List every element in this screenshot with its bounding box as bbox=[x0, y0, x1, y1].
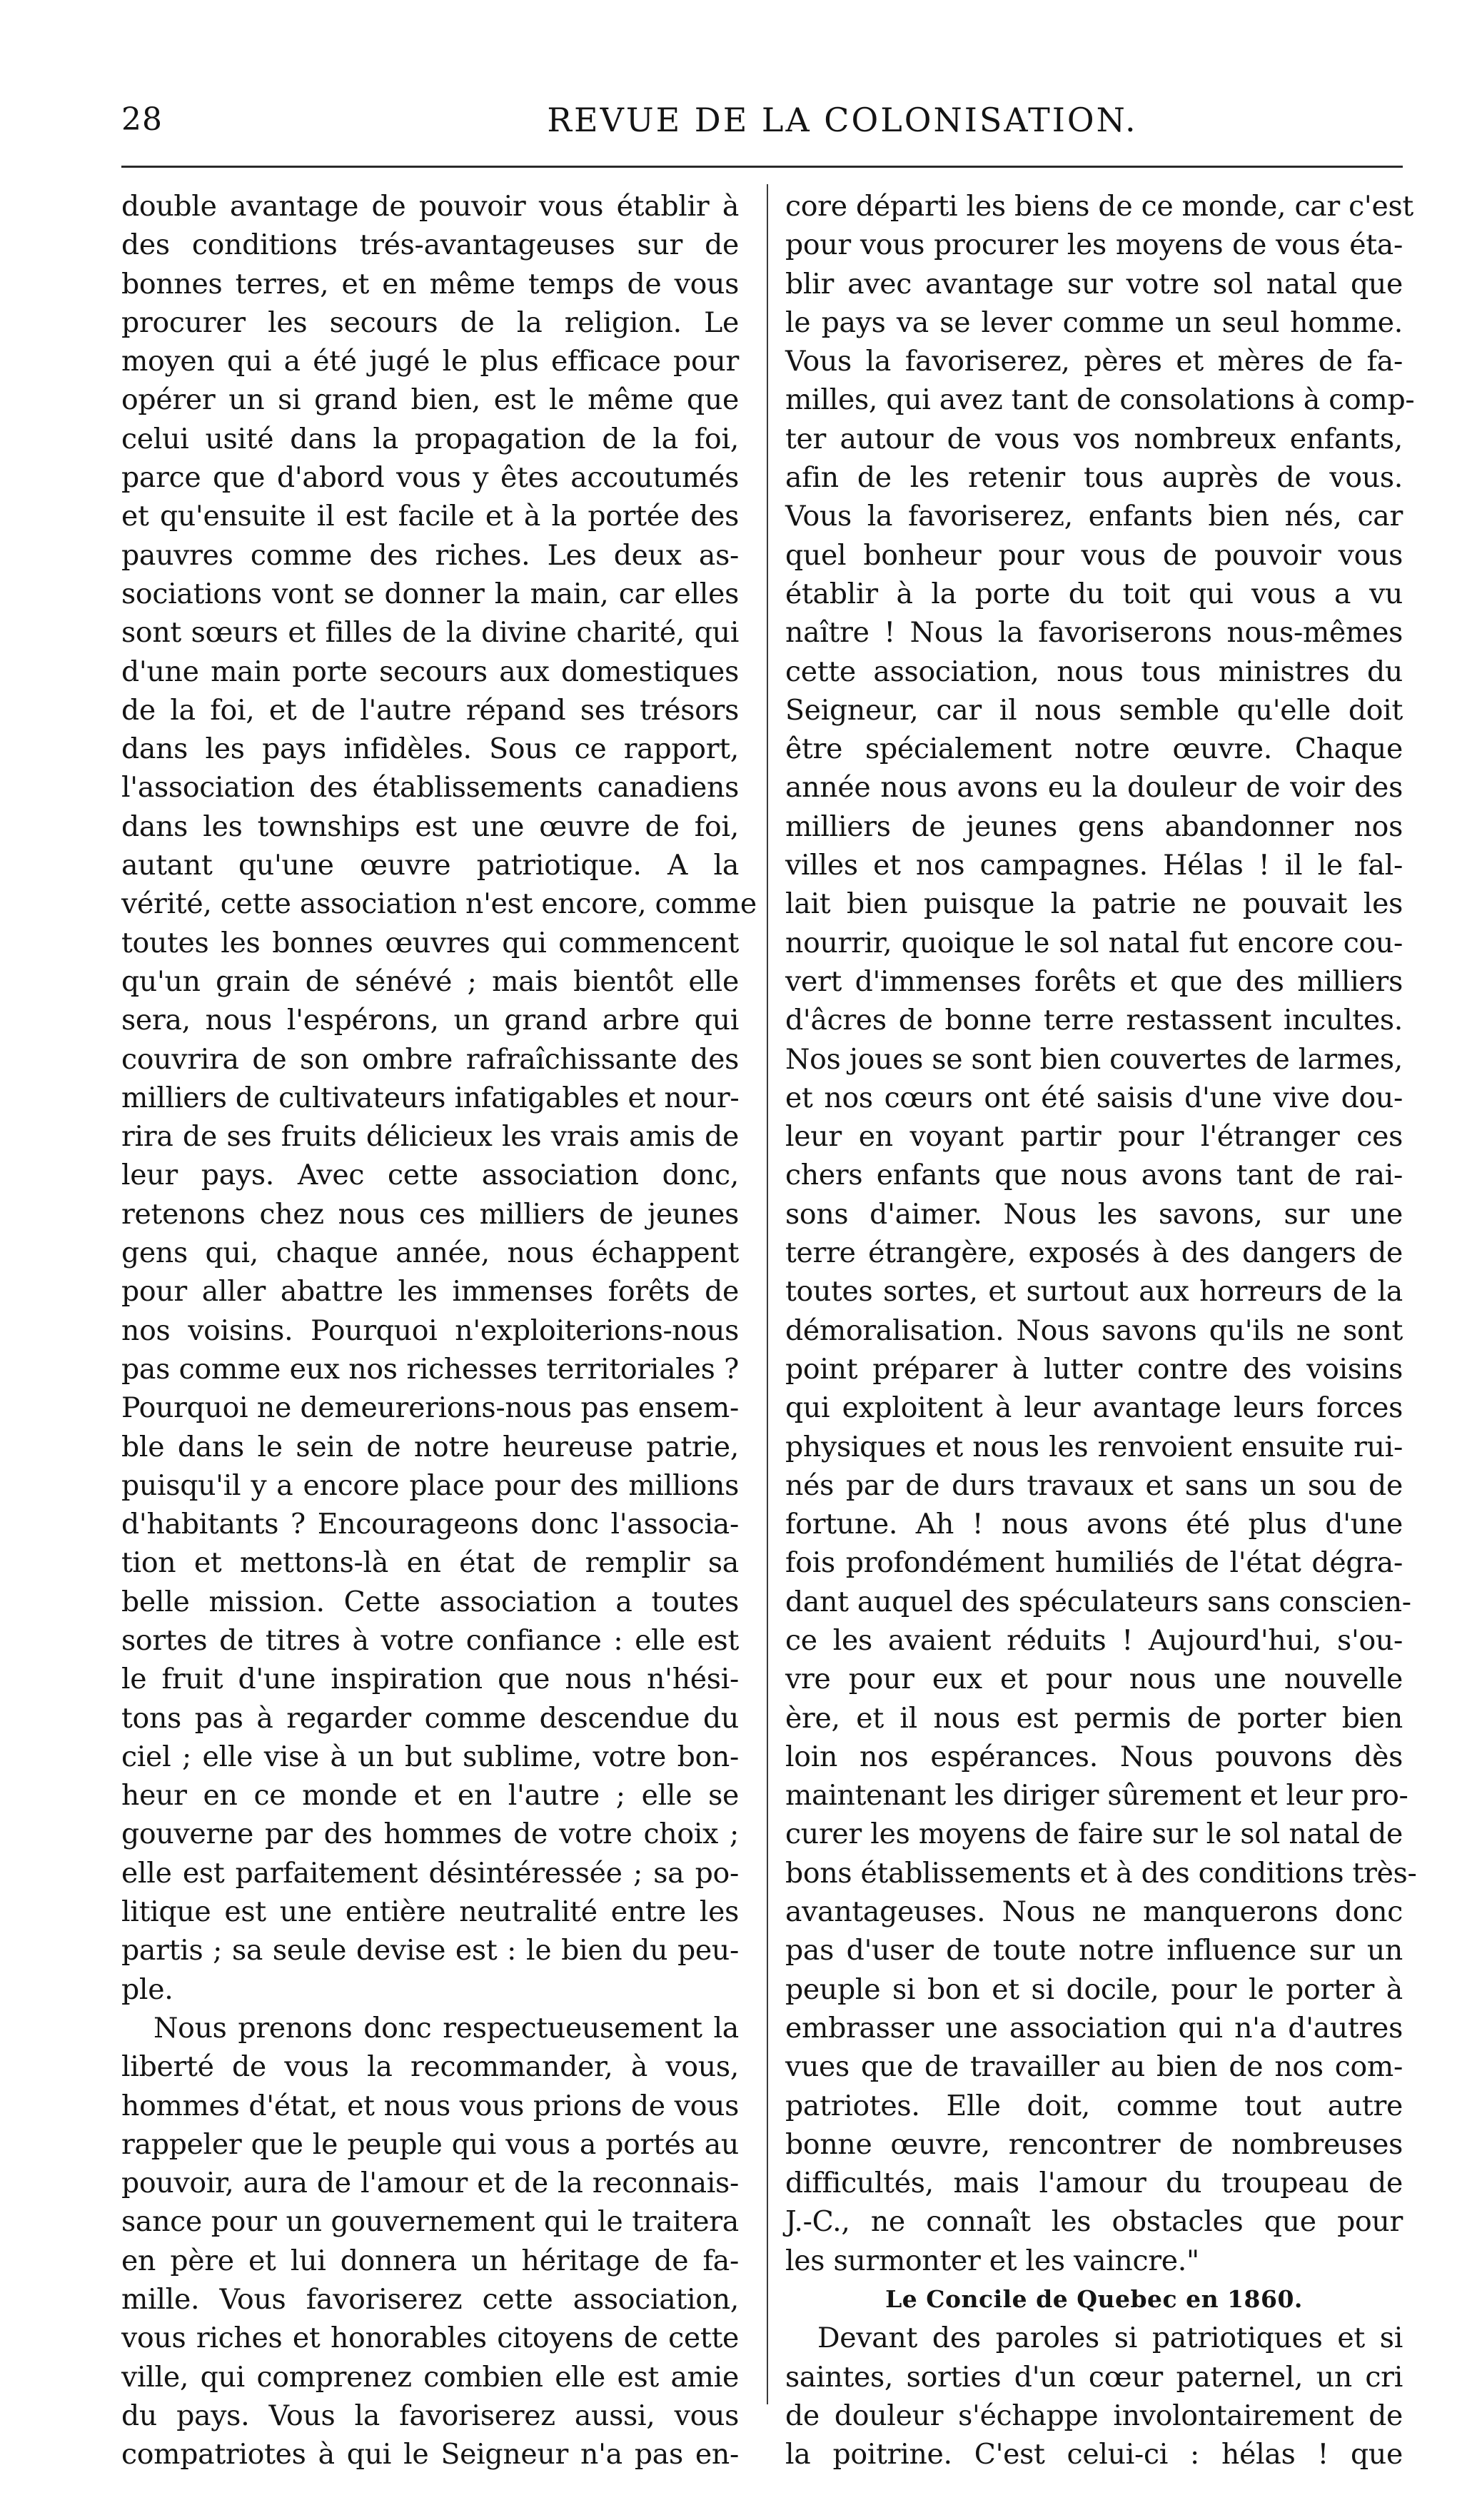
text-line: et nos cœurs ont été saisis d'une vive dou- bbox=[785, 1081, 1403, 1114]
text-line: ère, et il nous est permis de porter bien bbox=[785, 1701, 1403, 1735]
text-line: Nous prenons donc respectueusement la bbox=[153, 2011, 739, 2045]
left-text-column bbox=[121, 187, 757, 2474]
text-line: gouverne par des hommes de votre choix ; bbox=[121, 1818, 739, 1851]
text-line: pas comme eux nos richesses territoriales ? bbox=[121, 1352, 739, 1386]
text-line: démoralisation. Nous savons qu'ils ne sont bbox=[785, 1314, 1403, 1347]
text-line: parce que d'abord vous y êtes accoutumés bbox=[121, 461, 739, 495]
running-head: REVUE DE LA COLONISATION. bbox=[547, 101, 1138, 139]
text-line: villes et nos campagnes. Hélas ! il le fal- bbox=[785, 849, 1403, 882]
text-line: des conditions trés-avantageuses sur de bbox=[121, 228, 739, 262]
text-line: maintenant les diriger sûrement et leur pro- bbox=[785, 1779, 1408, 1813]
text-line: nourrir, quoique le sol natal fut encore cou- bbox=[785, 926, 1403, 959]
text-line: lait bien puisque la patrie ne pouvait les bbox=[785, 887, 1403, 921]
text-line: Devant des paroles si patriotiques et si bbox=[817, 2322, 1403, 2355]
text-line: milliers de jeunes gens abandonner nos bbox=[785, 810, 1403, 843]
text-line: dant auquel des spéculateurs sans conscien- bbox=[785, 1585, 1411, 1618]
text-line: tons pas à regarder comme descendue du bbox=[121, 1701, 739, 1735]
text-line: peuple si bon et si docile, pour le porter à bbox=[785, 1972, 1403, 2006]
text-line: ple. bbox=[121, 1972, 173, 2006]
text-line: core départi les biens de ce monde, car c'est bbox=[785, 190, 1413, 223]
text-line: puisqu'il y a encore place pour des millions bbox=[121, 1468, 739, 1502]
text-line: physiques et nous les renvoient ensuite rui- bbox=[785, 1430, 1403, 1463]
text-line: liberté de vous la recommander, à vous, bbox=[121, 2050, 739, 2084]
text-line: curer les moyens de faire sur le sol natal de bbox=[785, 1818, 1403, 1851]
text-line: ter autour de vous vos nombreux enfants, bbox=[785, 422, 1403, 455]
right-text-column bbox=[785, 187, 1417, 2474]
text-line: qu'un grain de sénévé ; mais bientôt elle bbox=[121, 964, 739, 998]
text-line: tion et mettons-là en état de remplir sa bbox=[121, 1546, 739, 1580]
text-line: ville, qui comprenez combien elle est amie bbox=[121, 2360, 739, 2394]
text-line: être spécialement notre œuvre. Chaque bbox=[785, 732, 1403, 766]
text-line: vérité, cette association n'est encore, comme bbox=[121, 887, 757, 921]
text-line: pour vous procurer les moyens de vous éta- bbox=[785, 228, 1403, 262]
text-line: dans les townships est une œuvre de foi, bbox=[121, 810, 739, 843]
text-line: fois profondément humiliés de l'état dégra- bbox=[785, 1546, 1403, 1580]
text-line: vre pour eux et pour nous une nouvelle bbox=[785, 1663, 1403, 1696]
text-line: pauvres comme des riches. Les deux as- bbox=[121, 538, 739, 572]
text-line: bons établissements et à des conditions très- bbox=[785, 1856, 1417, 1890]
text-line: rappeler que le peuple qui vous a portés au bbox=[121, 2127, 739, 2161]
text-line: année nous avons eu la douleur de voir des bbox=[785, 771, 1403, 805]
text-line: afin de les retenir tous auprès de vous. bbox=[785, 461, 1403, 495]
text-line: bonne œuvre, rencontrer de nombreuses bbox=[785, 2127, 1403, 2161]
text-line: vous riches et honorables citoyens de cette bbox=[121, 2322, 739, 2355]
text-line: milles, qui avez tant de consolations à comp- bbox=[785, 383, 1415, 417]
text-line: pouvoir, aura de l'amour et de la reconnais- bbox=[121, 2167, 739, 2200]
text-line: ciel ; elle vise à un but sublime, votre bon- bbox=[121, 1740, 739, 1773]
text-line: double avantage de pouvoir vous établir à bbox=[121, 190, 739, 223]
text-line: toutes sortes, et surtout aux horreurs de la bbox=[785, 1275, 1403, 1309]
text-line: la poitrine. C'est celui-ci : hélas ! que bbox=[785, 2438, 1403, 2471]
text-line: de douleur s'échappe involontairement de bbox=[785, 2399, 1403, 2432]
text-line: d'habitants ? Encourageons donc l'associa- bbox=[121, 1508, 739, 1541]
text-line: avantageuses. Nous ne manquerons donc bbox=[785, 1895, 1403, 1929]
text-line: retenons chez nous ces milliers de jeunes bbox=[121, 1197, 739, 1231]
text-line: autant qu'une œuvre patriotique. A la bbox=[121, 849, 739, 882]
text-line: patriotes. Elle doit, comme tout autre bbox=[785, 2089, 1403, 2122]
text-line: nés par de durs travaux et sans un sou de bbox=[785, 1468, 1403, 1502]
text-line: vert d'immenses forêts et que des milliers bbox=[785, 964, 1403, 998]
text-line: gens qui, chaque année, nous échappent bbox=[121, 1236, 739, 1270]
text-line: leur pays. Avec cette association donc, bbox=[121, 1159, 739, 1192]
text-line: l'association des établissements canadiens bbox=[121, 771, 739, 805]
text-line: point préparer à lutter contre des voisins bbox=[785, 1352, 1403, 1386]
text-line: sance pour un gouvernement qui le traitera bbox=[121, 2205, 739, 2239]
text-line: dans les pays infidèles. Sous ce rapport, bbox=[121, 732, 739, 766]
text-line: milliers de cultivateurs infatigables et nour- bbox=[121, 1081, 740, 1114]
text-line: loin nos espérances. Nous pouvons dès bbox=[785, 1740, 1403, 1773]
header-rule bbox=[121, 166, 1403, 168]
text-line: elle est parfaitement désintéressée ; sa po- bbox=[121, 1856, 739, 1890]
text-line: J.-C., ne connaît les obstacles que pour bbox=[785, 2205, 1403, 2239]
text-line: pas d'user de toute notre influence sur un bbox=[785, 1934, 1403, 1967]
text-line: blir avec avantage sur votre sol natal que bbox=[785, 267, 1403, 301]
text-line: sortes de titres à votre confiance : elle est bbox=[121, 1623, 739, 1657]
text-line: heur en ce monde et en l'autre ; elle se bbox=[121, 1779, 739, 1813]
text-line: sera, nous l'espérons, un grand arbre qui bbox=[121, 1004, 739, 1037]
text-line: Pourquoi ne demeurerions-nous pas ensem- bbox=[121, 1391, 739, 1425]
page-header bbox=[121, 99, 1403, 148]
text-line: hommes d'état, et nous vous prions de vous bbox=[121, 2089, 739, 2122]
text-line: procurer les secours de la religion. Le bbox=[121, 306, 739, 339]
text-line: couvrira de son ombre rafraîchissante des bbox=[121, 1042, 739, 1076]
text-line: le pays va se lever comme un seul homme. bbox=[785, 306, 1403, 339]
text-line: et qu'ensuite il est facile et à la portée des bbox=[121, 500, 739, 533]
page-number: 28 bbox=[121, 101, 163, 138]
text-line: toutes les bonnes œuvres qui commencent bbox=[121, 926, 739, 959]
text-line: leur en voyant partir pour l'étranger ces bbox=[785, 1120, 1403, 1154]
text-line: d'une main porte secours aux domestiques bbox=[121, 655, 739, 688]
text-line: vues que de travailler au bien de nos com- bbox=[785, 2050, 1403, 2084]
text-line: nos voisins. Pourquoi n'exploiterions-nous bbox=[121, 1314, 739, 1347]
text-line: chers enfants que nous avons tant de rai- bbox=[785, 1159, 1403, 1192]
text-line: le fruit d'une inspiration que nous n'hési- bbox=[121, 1663, 739, 1696]
text-line: Nos joues se sont bien couvertes de larmes, bbox=[785, 1042, 1403, 1076]
text-line: d'âcres de bonne terre restassent incultes. bbox=[785, 1004, 1403, 1037]
text-line: du pays. Vous la favoriserez aussi, vous bbox=[121, 2399, 739, 2432]
text-line: difficultés, mais l'amour du troupeau de bbox=[785, 2167, 1403, 2200]
text-line: compatriotes à qui le Seigneur n'a pas en- bbox=[121, 2438, 739, 2471]
text-line: cette association, nous tous ministres du bbox=[785, 655, 1403, 688]
text-line: litique est une entière neutralité entre les bbox=[121, 1895, 739, 1929]
text-line: sociations vont se donner la main, car elles bbox=[121, 577, 739, 610]
text-line: mille. Vous favoriserez cette association, bbox=[121, 2283, 739, 2317]
text-line: les surmonter et les vaincre." bbox=[785, 2244, 1199, 2277]
text-line: saintes, sorties d'un cœur paternel, un cri bbox=[785, 2360, 1403, 2394]
text-line: qui exploitent à leur avantage leurs forces bbox=[785, 1391, 1403, 1425]
text-line: celui usité dans la propagation de la foi, bbox=[121, 422, 739, 455]
text-line: pour aller abattre les immenses forêts de bbox=[121, 1275, 739, 1309]
section-heading: Le Concile de Quebec en 1860. bbox=[885, 2285, 1303, 2314]
text-line: opérer un si grand bien, est le même que bbox=[121, 383, 739, 417]
text-line: bonnes terres, et en même temps de vous bbox=[121, 267, 739, 301]
text-line: moyen qui a été jugé le plus efficace pour bbox=[121, 345, 739, 378]
text-line: sons d'aimer. Nous les savons, sur une bbox=[785, 1197, 1403, 1231]
text-line: naître ! Nous la favoriserons nous-mêmes bbox=[785, 616, 1403, 650]
text-line: en père et lui donnera un héritage de fa- bbox=[121, 2244, 739, 2277]
text-line: ce les avaient réduits ! Aujourd'hui, s'ou- bbox=[785, 1623, 1403, 1657]
text-line: Vous la favoriserez, pères et mères de fa- bbox=[785, 345, 1403, 378]
text-line: de la foi, et de l'autre répand ses trésors bbox=[121, 693, 739, 727]
text-line: Seigneur, car il nous semble qu'elle doit bbox=[785, 693, 1403, 727]
text-line: sont sœurs et filles de la divine charité, qui bbox=[121, 616, 739, 650]
text-line: rira de ses fruits délicieux les vrais amis de bbox=[121, 1120, 739, 1154]
text-line: terre étrangère, exposés à des dangers de bbox=[785, 1236, 1403, 1270]
text-line: belle mission. Cette association a toutes bbox=[121, 1585, 739, 1618]
column-divider bbox=[767, 184, 768, 2404]
text-line: établir à la porte du toit qui vous a vu bbox=[785, 577, 1403, 610]
text-line: quel bonheur pour vous de pouvoir vous bbox=[785, 538, 1403, 572]
text-line: Vous la favoriserez, enfants bien nés, car bbox=[785, 500, 1403, 533]
text-line: fortune. Ah ! nous avons été plus d'une bbox=[785, 1508, 1403, 1541]
text-line: embrasser une association qui n'a d'autres bbox=[785, 2011, 1403, 2045]
text-line: partis ; sa seule devise est : le bien du peu- bbox=[121, 1934, 739, 1967]
text-line: ble dans le sein de notre heureuse patrie, bbox=[121, 1430, 739, 1463]
